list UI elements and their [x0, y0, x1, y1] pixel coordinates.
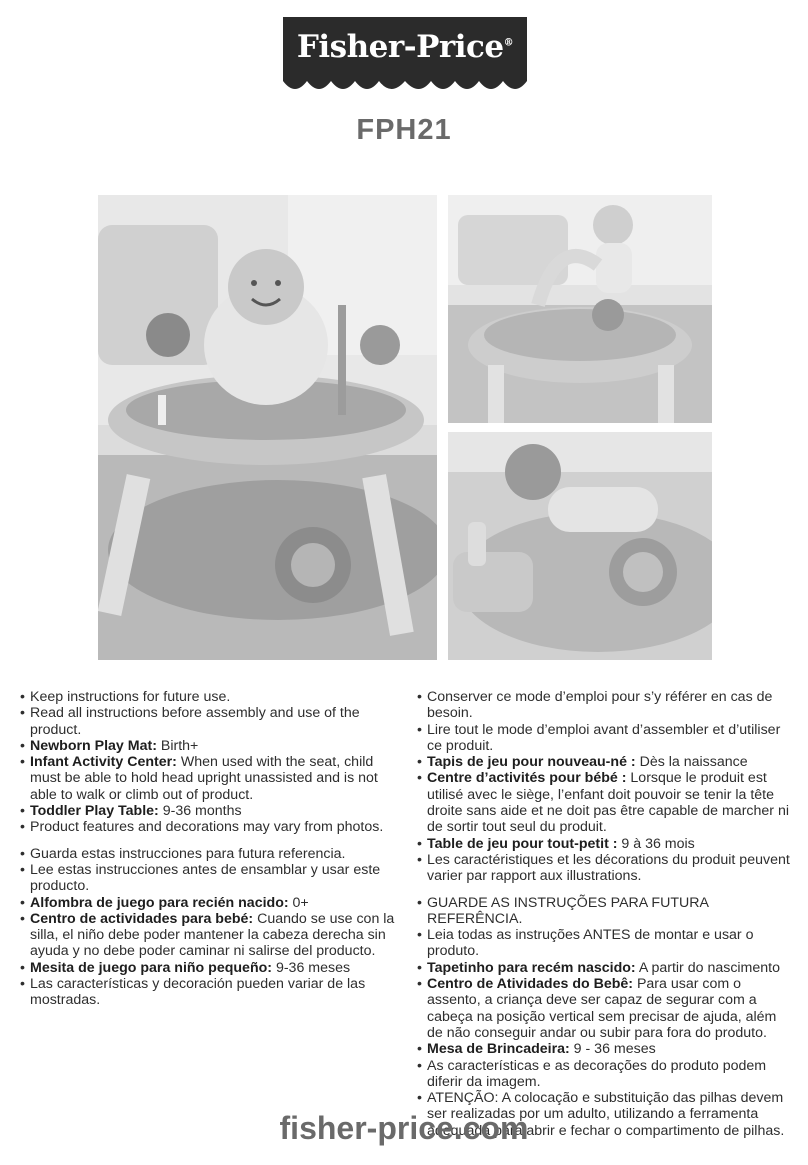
list-item: • GUARDE AS INSTRUÇÕES PARA FUTURA REFERÊNCIA. [417, 895, 795, 928]
list-item: • Las características y decoración pueden variar de las mostradas. [20, 976, 400, 1009]
brand-logo [283, 17, 527, 97]
list-item: • Product features and decorations may vary from photos. [20, 819, 400, 835]
list-item: • Les caractéristiques et les décorations du produit peuvent varier par rapport aux illustrations. [417, 852, 795, 885]
model-number: FPH21 [356, 114, 452, 146]
list-item: • Alfombra de juego para recién nacido: 0+ [20, 895, 400, 911]
list-item: • Keep instructions for future use. [20, 689, 400, 705]
list-item: • Mesita de juego para niño pequeño: 9-36 meses [20, 960, 400, 976]
list-item: • Mesa de Brincadeira: 9 - 36 meses [417, 1041, 795, 1057]
list-item: • Toddler Play Table: 9-36 months [20, 803, 400, 819]
portuguese-instructions [417, 895, 795, 1139]
list-item: • Centre d’activités pour bébé : Lorsque le produit est utilisé avec le siège, l’enfant doit pouvoir se tenir la tête droite sans aide et ne doit pas être capable de marcher ni de sortir tout seul du produit. [417, 770, 795, 835]
list-item: • Conserver ce mode d’emploi pour s’y référer en cas de besoin. [417, 689, 795, 722]
list-item: • As características e as decorações do produto podem diferir da imagem. [417, 1058, 795, 1091]
list-item: • Newborn Play Mat: Birth+ [20, 738, 400, 754]
list-item: • Leia todas as instruções ANTES de montar e usar o produto. [417, 927, 795, 960]
list-item: • Infant Activity Center: When used with the seat, child must be able to hold head upright unassisted and is not able to walk or climb out of product. [20, 754, 400, 803]
left-column [20, 689, 400, 1009]
logo-text: Fisher-Price® [296, 29, 514, 65]
list-item: • Tapetinho para recém nascido: A partir do nascimento [417, 960, 795, 976]
list-item: • Read all instructions before assembly and use of the product. [20, 705, 400, 738]
list-item: • Guarda estas instrucciones para futura referencia. [20, 846, 400, 862]
list-item: • Table de jeu pour tout-petit : 9 à 36 mois [417, 836, 795, 852]
list-item: • Tapis de jeu pour nouveau-né : Dès la naissance [417, 754, 795, 770]
play-table-photo [448, 195, 712, 423]
list-item: • ATENÇÃO: A colocação e substituição das pilhas devem ser realizadas por um adulto, utilizando a ferramenta adequada para abrir e fechar o compartimento de pilhas. [417, 1090, 795, 1139]
right-column [417, 689, 795, 1139]
spanish-instructions [20, 846, 400, 1009]
list-item: • Lee estas instrucciones antes de ensamblar y usar este producto. [20, 862, 400, 895]
list-item: • Centro de actividades para bebé: Cuando se use con la silla, el niño debe poder mantener la cabeza derecha sin ayuda y no debe poder caminar ni salirse del producto. [20, 911, 400, 960]
list-item: • Centro de Atividades do Bebê: Para usar com o assento, a criança deve ser capaz de segurar com a cabeça na posição vertical sem precisar de ajuda, além de não conseguir andar ou subir para fora do produto. [417, 976, 795, 1041]
website-url[interactable]: fisher-price.com [279, 1110, 529, 1146]
list-item: • Lire tout le mode d’emploi avant d’assembler et d’utiliser ce produit. [417, 722, 795, 755]
french-instructions [417, 689, 795, 885]
main-product-photo [98, 195, 437, 660]
play-mat-photo [448, 432, 712, 660]
english-instructions [20, 689, 400, 836]
